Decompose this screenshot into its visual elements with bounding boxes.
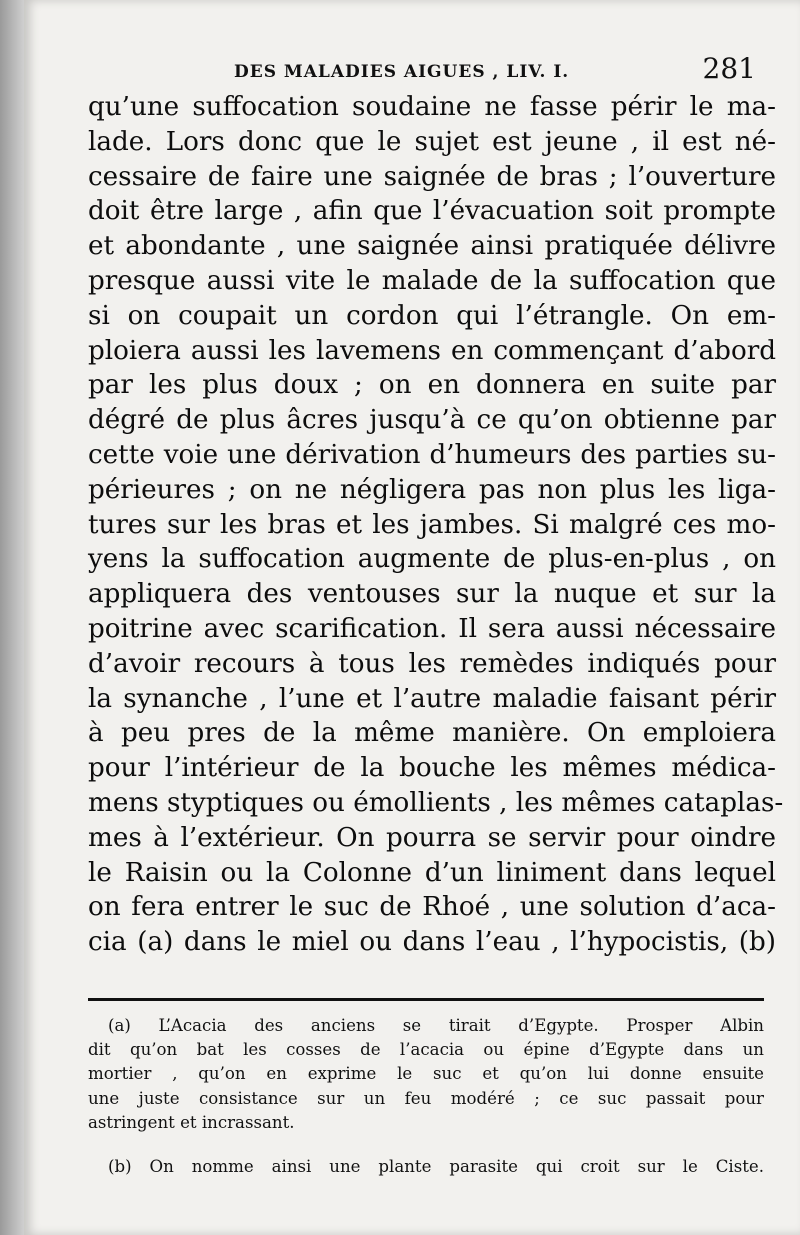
text-line: qu’une suffocation soudaine ne fasse périr le ma- — [88, 92, 776, 122]
text-line: et abondante , une saignée ainsi pratiquée délivre — [88, 231, 776, 262]
text-line: par les plus doux ; on en donnera en suite par — [88, 370, 776, 401]
text-line: si on coupait un cordon qui l’étrangle. On em- — [88, 300, 776, 331]
text-line: mes à l’extérieur. On pourra se servir pour oindre — [88, 822, 776, 853]
text-line: presque aussi vite le malade de la suffocation que — [88, 265, 776, 296]
text-line: appliquera des ventouses sur la nuque et sur la — [88, 579, 776, 610]
footnote-spacer — [88, 1135, 764, 1155]
text-line: pour l’intérieur de la bouche les mêmes médica- — [88, 753, 776, 784]
scan-margin-shadow — [0, 0, 24, 1235]
text-line: cessaire de faire une saignée de bras ; l’ouverture — [88, 161, 776, 192]
text-line: on fera entrer le suc de Rhoé , une solution d’aca- — [88, 892, 776, 923]
body-text — [88, 90, 784, 960]
text-line: lade. Lors donc que le sujet est jeune , il est né- — [88, 126, 776, 157]
text-line: cette voie une dérivation d’humeurs des parties su- — [88, 439, 776, 470]
text-line: périeures ; on ne négligera pas non plus les liga- — [88, 474, 776, 505]
text-line: d’avoir recours à tous les remèdes indiqués pour — [88, 648, 776, 679]
running-title: DES MALADIES AIGUES , LIV. I. — [234, 62, 570, 82]
text-line: cia (a) dans le miel ou dans l’eau , l’hypocistis, (b) — [88, 927, 776, 958]
page-number: 281 — [702, 52, 756, 85]
footnote-a-line: mortier , qu’on en exprime le suc et qu’on lui donne ensuite — [88, 1064, 764, 1084]
text-line: la synanche , l’une et l’autre maladie faisant périr — [88, 683, 776, 714]
footnote-a-line: dit qu’on bat les cosses de l’acacia ou épine d’Egypte dans un — [88, 1040, 764, 1060]
footnote-rule — [88, 998, 764, 1001]
text-line: doit être large , afin que l’évacuation soit prompte — [88, 196, 776, 227]
text-line: poitrine avec scarification. Il sera aussi nécessaire — [88, 613, 776, 644]
footnote-a-line: astringent et incrassant. — [88, 1112, 295, 1132]
text-line: tures sur les bras et les jambes. Si malgré ces mo- — [88, 509, 776, 540]
text-line: mens styptiques ou émollients , les mêmes cataplas- — [88, 787, 784, 818]
footnotes — [88, 1014, 764, 1179]
text-line: ploiera aussi les lavemens en commençant d’abord — [88, 335, 776, 366]
footnote-b-line: (b) On nomme ainsi une plante parasite qui croit sur le Ciste. — [108, 1156, 764, 1176]
footnote-a-line: (a) L’Acacia des anciens se tirait d’Egypte. Prosper Albin — [108, 1016, 764, 1035]
text-line: à peu pres de la même manière. On emploiera — [88, 718, 776, 749]
text-line: le Raisin ou la Colonne d’un liniment dans lequel — [88, 857, 776, 888]
footnote-a-line: une juste consistance sur un feu modéré ; ce suc passait pour — [88, 1088, 764, 1108]
text-line: dégré de plus âcres jusqu’à ce qu’on obtienne par — [88, 405, 776, 436]
running-head — [88, 52, 778, 92]
text-line: yens la suffocation augmente de plus-en-plus , on — [88, 544, 776, 575]
